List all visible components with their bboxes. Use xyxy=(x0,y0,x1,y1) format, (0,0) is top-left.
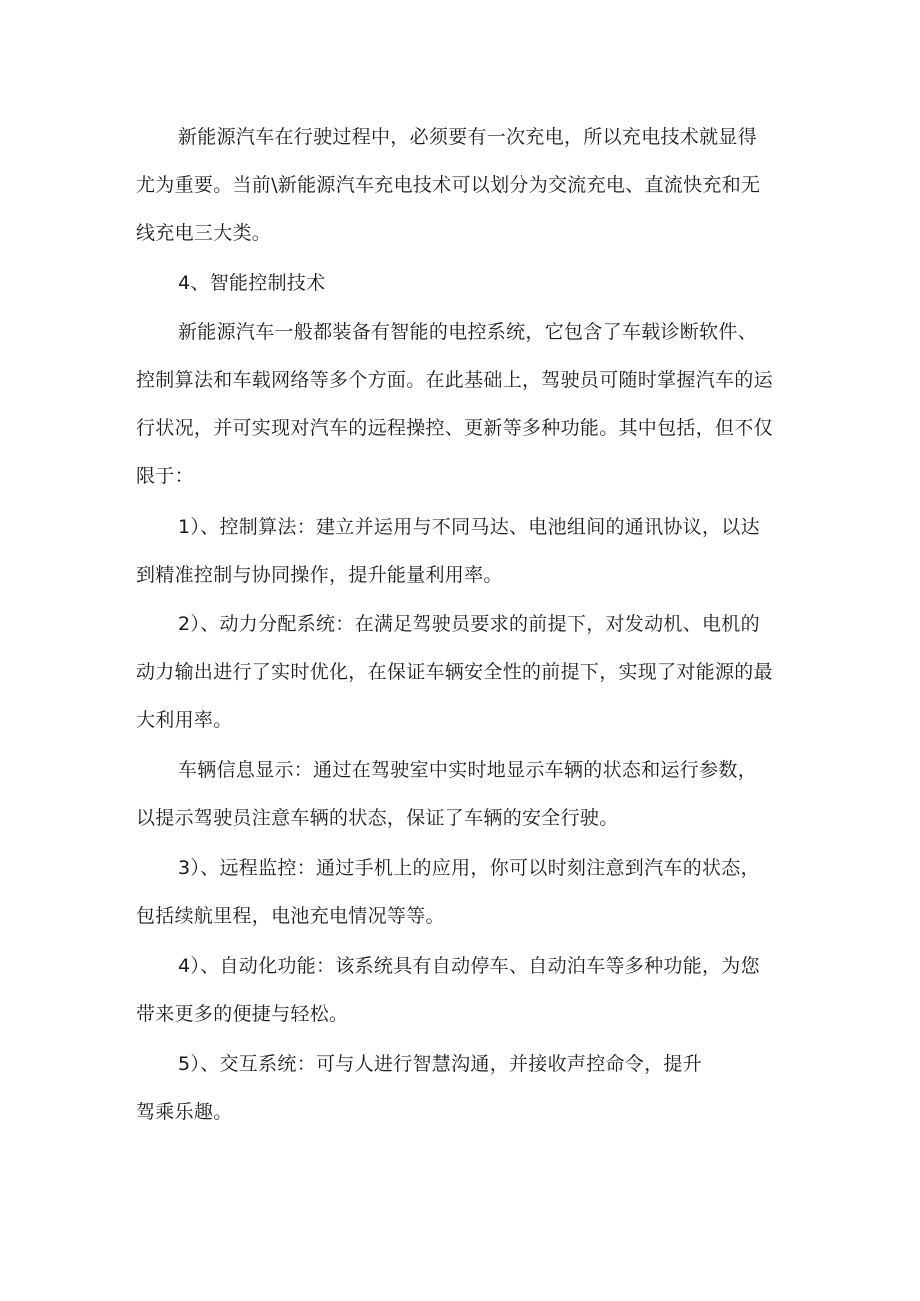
paragraph-line: 尤为重要。当前\新能源汽车充电技术可以划分为交流充电、直流快充和无 xyxy=(136,174,761,196)
paragraph-line: 4）、自动化功能：该系统具有自动停车、自动泊车等多种功能，为您 xyxy=(178,955,760,977)
paragraph-line: 新能源汽车一般都装备有智能的电控系统，它包含了车载诊断软件、 xyxy=(178,321,758,343)
paragraph-line: 到精准控制与协同操作，提升能量利用率。 xyxy=(136,564,503,586)
list-item-control-algorithm xyxy=(136,503,796,599)
paragraph-line: 3）、远程监控：通过手机上的应用，你可以时刻注意到汽车的状态， xyxy=(178,857,760,879)
paragraph-control-system xyxy=(136,308,796,500)
paragraph-line: 控制算法和车载网络等多个方面。在此基础上，驾驶员可随时掌握汽车的运 xyxy=(136,369,773,391)
paragraph-line: 1）、控制算法：建立并运用与不同马达、电池组间的通讯协议，以达 xyxy=(178,516,760,538)
heading-line: 4、智能控制技术 xyxy=(178,272,326,294)
paragraph-charging-tech xyxy=(136,113,796,257)
section-heading-smart-control xyxy=(136,259,796,307)
list-item-automation xyxy=(136,942,796,1038)
paragraph-line: 大利用率。 xyxy=(136,709,233,731)
paragraph-line: 限于： xyxy=(136,465,194,487)
list-item-interaction-system xyxy=(136,1040,796,1136)
list-item-power-distribution xyxy=(136,600,796,744)
paragraph-line: 车辆信息显示：通过在驾驶室中实时地显示车辆的状态和运行参数， xyxy=(178,759,758,781)
paragraph-line: 带来更多的便捷与轻松。 xyxy=(136,1003,349,1025)
paragraph-line: 包括续航里程，电池充电情况等等。 xyxy=(136,905,445,927)
paragraph-vehicle-info-display xyxy=(136,746,796,842)
paragraph-line: 动力输出进行了实时优化，在保证车辆安全性的前提下，实现了对能源的最 xyxy=(136,661,773,683)
list-item-remote-monitoring xyxy=(136,844,796,940)
paragraph-line: 驾乘乐趣。 xyxy=(136,1101,233,1123)
paragraph-line: 线充电三大类。 xyxy=(136,222,272,244)
paragraph-line: 5）、交互系统：可与人进行智慧沟通，并接收声控命令，提升 xyxy=(178,1053,702,1075)
paragraph-line: 新能源汽车在行驶过程中，必须要有一次充电，所以充电技术就显得 xyxy=(178,126,758,148)
paragraph-line: 以提示驾驶员注意车辆的状态，保证了车辆的安全行驶。 xyxy=(136,807,619,829)
paragraph-line: 2）、动力分配系统：在满足驾驶员要求的前提下，对发动机、电机的 xyxy=(178,613,760,635)
paragraph-line: 行状况，并可实现对汽车的远程操控、更新等多种功能。其中包括，但不仅 xyxy=(136,417,773,439)
